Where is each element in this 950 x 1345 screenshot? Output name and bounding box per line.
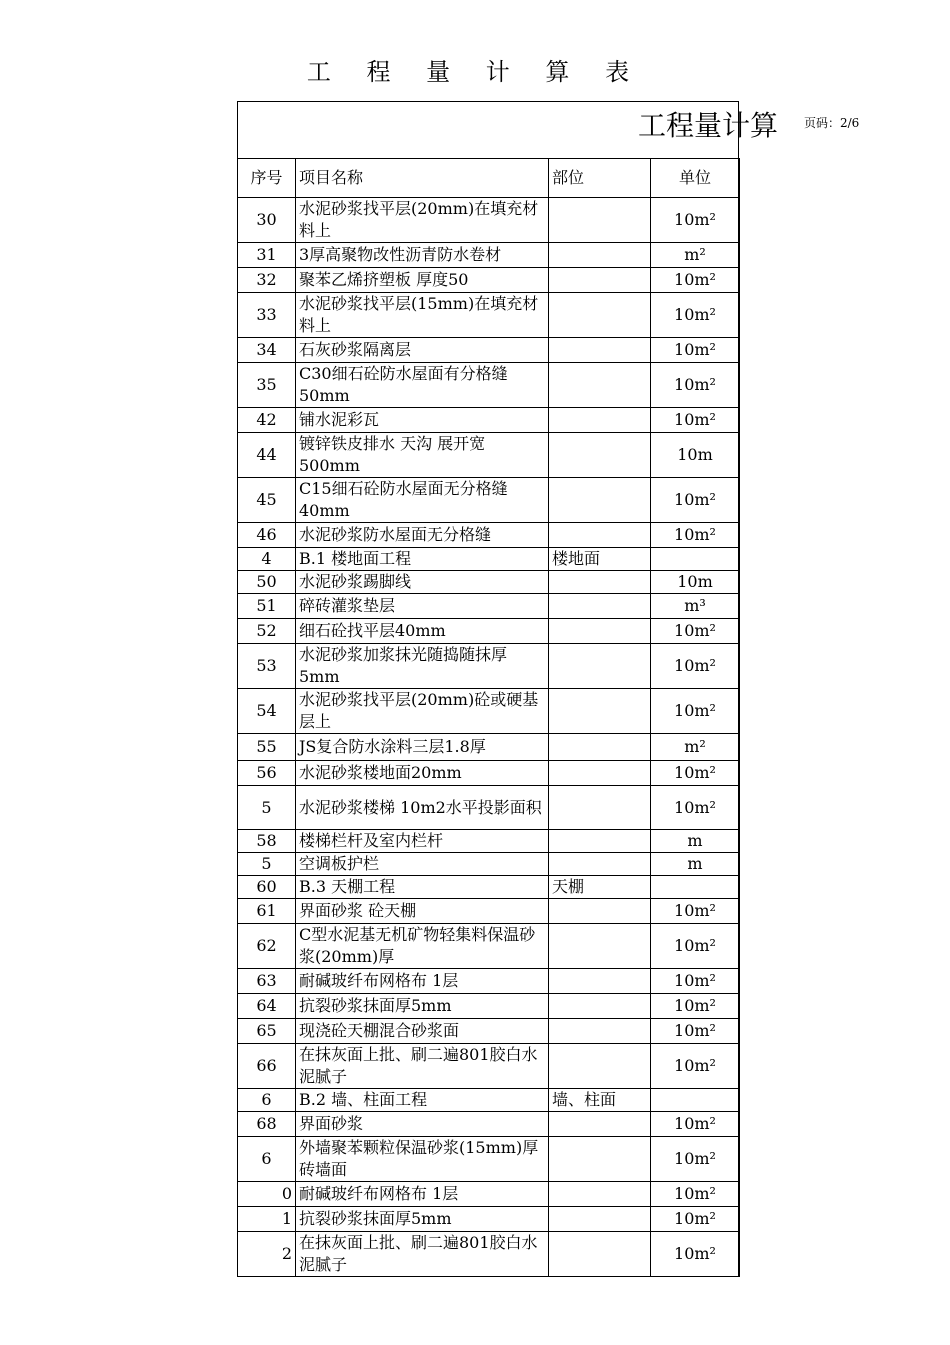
row-number: 6: [238, 1089, 296, 1112]
table-row: [238, 899, 740, 924]
item-unit: m: [651, 830, 740, 853]
row-number: 56: [238, 761, 296, 786]
item-name: 水泥砂浆找平层(20mm)砼或硬基层上: [296, 689, 549, 734]
item-unit: [651, 548, 740, 571]
item-position: [549, 433, 651, 478]
row-number: 42: [238, 408, 296, 433]
row-number: 62: [238, 924, 296, 969]
row-number: 33: [238, 293, 296, 338]
item-position: [549, 924, 651, 969]
row-number: 1: [238, 1207, 296, 1232]
item-name: 水泥砂浆加浆抹光随捣随抹厚5mm: [296, 644, 549, 689]
table-row: [238, 1137, 740, 1182]
table-row: [238, 548, 740, 571]
item-unit: 10m²: [651, 293, 740, 338]
item-unit: m: [651, 853, 740, 876]
item-position: [549, 198, 651, 243]
item-unit: 10m²: [651, 1207, 740, 1232]
table-row: [238, 523, 740, 548]
row-number: 32: [238, 268, 296, 293]
row-number: 34: [238, 338, 296, 363]
item-name: 外墙聚苯颗粒保温砂浆(15mm)厚 砖墙面: [296, 1137, 549, 1182]
item-unit: m³: [651, 594, 740, 619]
table-row: [238, 243, 740, 268]
row-number: 45: [238, 478, 296, 523]
item-unit: [651, 1089, 740, 1112]
item-position: [549, 268, 651, 293]
table-row: [238, 969, 740, 994]
table-row: [238, 994, 740, 1019]
item-unit: m²: [651, 243, 740, 268]
row-number: 51: [238, 594, 296, 619]
item-position: [549, 338, 651, 363]
item-unit: 10m²: [651, 969, 740, 994]
item-name: 石灰砂浆隔离层: [296, 338, 549, 363]
col-header-unit: 单位: [651, 159, 740, 198]
item-unit: 10m²: [651, 1044, 740, 1089]
row-number: 58: [238, 830, 296, 853]
item-position: [549, 478, 651, 523]
item-position: [549, 1232, 651, 1277]
row-number: 63: [238, 969, 296, 994]
table-row: [238, 734, 740, 761]
row-number: 6: [238, 1137, 296, 1182]
item-position: [549, 1044, 651, 1089]
row-number: 5: [238, 786, 296, 830]
calculation-sheet: [237, 101, 860, 1277]
item-unit: 10m²: [651, 1112, 740, 1137]
item-name: 水泥砂浆找平层(15mm)在填充材料上: [296, 293, 549, 338]
item-name: 界面砂浆 砼天棚: [296, 899, 549, 924]
item-name: 水泥砂浆楼地面20mm: [296, 761, 549, 786]
row-number: 2: [238, 1232, 296, 1277]
table-row: [238, 408, 740, 433]
item-position: [549, 243, 651, 268]
item-position: [549, 1207, 651, 1232]
row-number: 5: [238, 853, 296, 876]
table-row: [238, 1232, 740, 1277]
item-name: 界面砂浆: [296, 1112, 549, 1137]
sheet-header: [237, 101, 860, 158]
table-row: [238, 830, 740, 853]
item-position: [549, 853, 651, 876]
item-name: 抗裂砂浆抹面厚5mm: [296, 994, 549, 1019]
item-position: 墙、柱面: [549, 1089, 651, 1112]
item-unit: 10m²: [651, 523, 740, 548]
item-name: 耐碱玻纤布网格布 1层: [296, 1182, 549, 1207]
table-row: [238, 571, 740, 594]
quantity-table: [237, 158, 740, 1277]
item-position: [549, 363, 651, 408]
table-row: [238, 478, 740, 523]
item-position: 天棚: [549, 876, 651, 899]
item-name: 水泥砂浆楼梯 10m2水平投影面积: [296, 786, 549, 830]
item-name: 3厚高聚物改性沥青防水卷材: [296, 243, 549, 268]
table-row: [238, 198, 740, 243]
item-unit: 10m²: [651, 689, 740, 734]
item-unit: 10m²: [651, 619, 740, 644]
item-unit: 10m²: [651, 644, 740, 689]
item-unit: 10m²: [651, 198, 740, 243]
item-name: 碎砖灌浆垫层: [296, 594, 549, 619]
row-number: 65: [238, 1019, 296, 1044]
item-name: 抗裂砂浆抹面厚5mm: [296, 1207, 549, 1232]
item-name: B.1 楼地面工程: [296, 548, 549, 571]
row-number: 50: [238, 571, 296, 594]
col-header-no: 序号: [238, 159, 296, 198]
item-position: [549, 899, 651, 924]
item-unit: 10m²: [651, 924, 740, 969]
item-unit: 10m²: [651, 408, 740, 433]
item-name: 镀锌铁皮排水 天沟 展开宽500mm: [296, 433, 549, 478]
item-name: B.2 墙、柱面工程: [296, 1089, 549, 1112]
item-name: 空调板护栏: [296, 853, 549, 876]
item-position: [549, 408, 651, 433]
table-row: [238, 876, 740, 899]
item-unit: m²: [651, 734, 740, 761]
table-row: [238, 689, 740, 734]
item-name: 水泥砂浆防水屋面无分格缝: [296, 523, 549, 548]
item-unit: 10m²: [651, 761, 740, 786]
table-row: [238, 338, 740, 363]
item-unit: 10m²: [651, 1137, 740, 1182]
table-row: [238, 644, 740, 689]
item-position: [549, 1112, 651, 1137]
item-position: [549, 761, 651, 786]
item-position: 楼地面: [549, 548, 651, 571]
item-position: [549, 994, 651, 1019]
item-name: 在抹灰面上批、刷二遍801胶白水泥腻子: [296, 1044, 549, 1089]
item-position: [549, 619, 651, 644]
row-number: 0: [238, 1182, 296, 1207]
item-position: [549, 830, 651, 853]
row-number: 68: [238, 1112, 296, 1137]
row-number: 31: [238, 243, 296, 268]
item-position: [549, 523, 651, 548]
item-unit: 10m²: [651, 268, 740, 293]
row-number: 53: [238, 644, 296, 689]
item-unit: 10m²: [651, 786, 740, 830]
item-unit: 10m²: [651, 1182, 740, 1207]
row-number: 55: [238, 734, 296, 761]
table-row: [238, 363, 740, 408]
item-name: B.3 天棚工程: [296, 876, 549, 899]
item-position: [549, 1019, 651, 1044]
col-header-position: 部位: [549, 159, 651, 198]
item-name: JS复合防水涂料三层1.8厚: [296, 734, 549, 761]
item-unit: 10m²: [651, 899, 740, 924]
row-number: 66: [238, 1044, 296, 1089]
table-row: [238, 853, 740, 876]
item-position: [549, 1182, 651, 1207]
table-row: [238, 786, 740, 830]
table-row: [238, 293, 740, 338]
item-name: 楼梯栏杆及室内栏杆: [296, 830, 549, 853]
table-row: [238, 1019, 740, 1044]
item-position: [549, 594, 651, 619]
table-row: [238, 433, 740, 478]
document-title: 工 程 量 计 算 表: [306, 58, 644, 86]
table-header-row: [238, 159, 740, 198]
item-unit: 10m²: [651, 994, 740, 1019]
item-unit: 10m²: [651, 1019, 740, 1044]
row-number: 44: [238, 433, 296, 478]
table-row: [238, 594, 740, 619]
row-number: 61: [238, 899, 296, 924]
table-row: [238, 924, 740, 969]
item-name: 耐碱玻纤布网格布 1层: [296, 969, 549, 994]
item-position: [549, 786, 651, 830]
table-row: [238, 1044, 740, 1089]
item-name: C15细石砼防水屋面无分格缝40mm: [296, 478, 549, 523]
row-number: 46: [238, 523, 296, 548]
page-number: 页码：2/6: [804, 116, 860, 130]
item-position: [549, 571, 651, 594]
item-name: 细石砼找平层40mm: [296, 619, 549, 644]
table-row: [238, 1089, 740, 1112]
row-number: 52: [238, 619, 296, 644]
item-position: [549, 644, 651, 689]
table-row: [238, 1182, 740, 1207]
row-number: 54: [238, 689, 296, 734]
row-number: 35: [238, 363, 296, 408]
item-name: 水泥砂浆找平层(20mm)在填充材料上: [296, 198, 549, 243]
row-number: 64: [238, 994, 296, 1019]
item-unit: 10m: [651, 433, 740, 478]
table-row: [238, 619, 740, 644]
item-name: 铺水泥彩瓦: [296, 408, 549, 433]
item-name: 聚苯乙烯挤塑板 厚度50: [296, 268, 549, 293]
table-row: [238, 1112, 740, 1137]
sheet-title: 工程量计算: [638, 109, 779, 142]
row-number: 4: [238, 548, 296, 571]
item-unit: 10m²: [651, 478, 740, 523]
item-name: C型水泥基无机矿物轻集料保温砂浆(20mm)厚: [296, 924, 549, 969]
col-header-name: 项目名称: [296, 159, 549, 198]
item-position: [549, 734, 651, 761]
item-position: [549, 689, 651, 734]
row-number: 60: [238, 876, 296, 899]
item-position: [549, 293, 651, 338]
item-position: [549, 969, 651, 994]
item-name: 在抹灰面上批、刷二遍801胶白水泥腻子: [296, 1232, 549, 1277]
table-row: [238, 761, 740, 786]
item-unit: 10m: [651, 571, 740, 594]
item-name: 现浇砼天棚混合砂浆面: [296, 1019, 549, 1044]
item-position: [549, 1137, 651, 1182]
item-unit: 10m²: [651, 363, 740, 408]
item-name: C30细石砼防水屋面有分格缝50mm: [296, 363, 549, 408]
item-unit: [651, 876, 740, 899]
item-name: 水泥砂浆踢脚线: [296, 571, 549, 594]
table-row: [238, 1207, 740, 1232]
row-number: 30: [238, 198, 296, 243]
table-row: [238, 268, 740, 293]
item-unit: 10m²: [651, 338, 740, 363]
item-unit: 10m²: [651, 1232, 740, 1277]
